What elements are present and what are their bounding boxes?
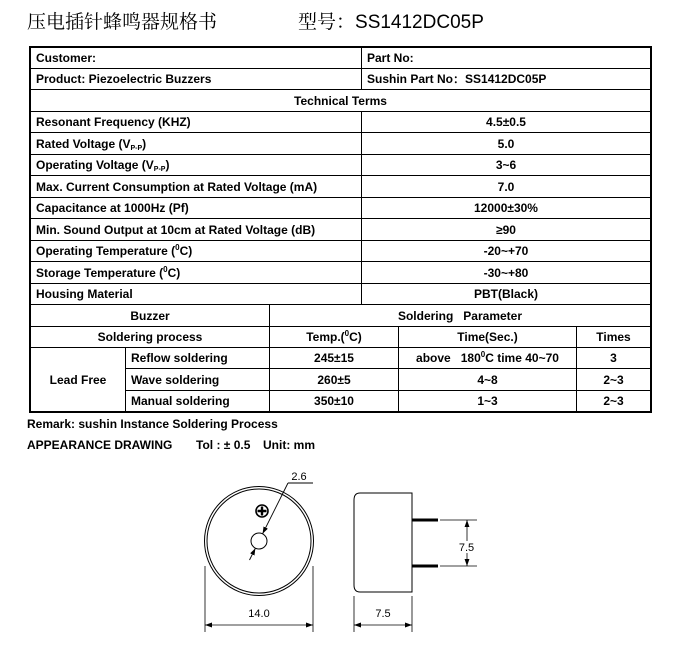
term-text: Storage Temperature ( [36, 265, 164, 280]
hole-leader-tail [250, 548, 256, 560]
spec-value-housing-material: PBT(Black) [362, 284, 650, 304]
spec-value-operating-voltage: 3~6 [362, 155, 650, 175]
spec-term-storage-temperature [31, 262, 361, 283]
specification-table [29, 46, 652, 413]
process-wave: Wave soldering [126, 369, 269, 390]
temp-header [270, 327, 398, 347]
spec-value-max-current: 7.0 [362, 176, 650, 197]
times-reflow: 3 [577, 348, 650, 368]
product-label: Product: Piezoelectric Buzzers [31, 69, 361, 89]
diameter-label: 14.0 [248, 608, 270, 620]
time-wave: 4~8 [399, 369, 576, 390]
time-header: Time(Sec.) [399, 327, 576, 347]
spec-term-operating-voltage-text [36, 158, 169, 172]
term-suffix: C) [167, 265, 181, 280]
times-wave: 2~3 [577, 369, 650, 390]
time-reflow-superscript: 0 [480, 350, 486, 359]
term-suffix: ) [142, 136, 147, 151]
front-view-outer-circle [205, 487, 314, 596]
spec-term-rated-voltage [31, 133, 361, 154]
model-number [298, 10, 484, 35]
appearance-drawing [0, 455, 679, 651]
temp-wave: 260±5 [270, 369, 398, 390]
term-text: Operating Voltage (V [36, 158, 154, 172]
buzzer-label: Buzzer [31, 305, 269, 326]
soldering-parameter-heading: Soldering Parameter [270, 305, 650, 326]
times-manual: 2~3 [577, 391, 650, 411]
term-subscript: P-P [130, 144, 143, 152]
spec-value-resonant-frequency: 4.5±0.5 [362, 112, 650, 132]
time-reflow-suffix: C time 40~70 [485, 351, 559, 365]
temp-header-label: Temp.( [306, 330, 345, 344]
spec-term-operating-temperature [31, 241, 361, 261]
remark-text: Remark: sushin Instance Soldering Process [27, 417, 278, 431]
customer-label: Customer: [31, 48, 361, 68]
spec-term-min-sound-output: Min. Sound Output at 10cm at Rated Voltage (dB) [31, 219, 361, 240]
spec-term-operating-temperature-text [36, 244, 192, 258]
spec-value-min-sound-output: ≥90 [362, 219, 650, 240]
sound-hole [251, 533, 267, 549]
drawing-title: APPEARANCE DRAWING [27, 438, 173, 452]
spec-value-operating-temperature: -20~+70 [362, 241, 650, 261]
time-reflow-prefix: above 180 [416, 351, 481, 365]
technical-terms-heading: Technical Terms [31, 90, 650, 111]
term-superscript: 0 [175, 243, 180, 252]
spec-value-rated-voltage: 5.0 [362, 133, 650, 154]
spec-term-capacitance: Capacitance at 1000Hz (Pf) [31, 198, 361, 218]
soldering-process-header: Soldering process [31, 327, 269, 347]
hole-diameter-label: 2.6 [291, 471, 307, 483]
pin-spacing-label: 7.5 [458, 542, 475, 554]
time-reflow-text [416, 351, 559, 365]
part-no-label: Part No: [362, 48, 650, 68]
drawing-unit: Unit: mm [263, 438, 315, 452]
model-value: SS1412DC05P [355, 12, 484, 33]
term-suffix: ) [165, 158, 170, 172]
spec-term-resonant-frequency: Resonant Frequency (KHZ) [31, 112, 361, 132]
model-label: 型号： [298, 11, 356, 33]
document-title: 压电插针蜂鸣器规格书 [27, 11, 218, 33]
side-view-body [354, 493, 412, 592]
term-text: Rated Voltage (V [36, 136, 131, 151]
temp-header-text [306, 330, 362, 344]
spec-term-rated-voltage-text [36, 137, 146, 151]
spec-term-housing-material: Housing Material [31, 284, 361, 304]
time-manual: 1~3 [399, 391, 576, 411]
drawing-tolerance: Tol : ± 0.5 [196, 438, 251, 452]
spec-term-storage-temperature-text [36, 266, 180, 280]
time-reflow [399, 348, 576, 368]
height-label: 7.5 [375, 608, 391, 620]
temp-header-suffix: C) [349, 330, 362, 344]
process-manual: Manual soldering [126, 391, 269, 411]
sushin-part-no: Sushin Part No：SS1412DC05P [362, 69, 650, 89]
spec-value-storage-temperature: -30~+80 [362, 262, 650, 283]
spec-value-capacitance: 12000±30% [362, 198, 650, 218]
lead-free-label: Lead Free [31, 348, 125, 411]
hole-leader-line [263, 483, 288, 534]
polarity-plus-icon [256, 505, 268, 517]
temp-manual: 350±10 [270, 391, 398, 411]
temp-reflow: 245±15 [270, 348, 398, 368]
temp-header-superscript: 0 [344, 329, 350, 338]
front-view-inner-circle [207, 489, 311, 593]
process-reflow: Reflow soldering [126, 348, 269, 368]
term-suffix: C) [179, 244, 193, 258]
spec-term-max-current: Max. Current Consumption at Rated Voltage (mA) [31, 176, 361, 197]
term-text: Operating Temperature ( [36, 244, 176, 258]
times-header: Times [577, 327, 650, 347]
term-superscript: 0 [163, 264, 168, 274]
term-subscript: P-P [153, 166, 166, 173]
spec-term-operating-voltage [31, 155, 361, 175]
